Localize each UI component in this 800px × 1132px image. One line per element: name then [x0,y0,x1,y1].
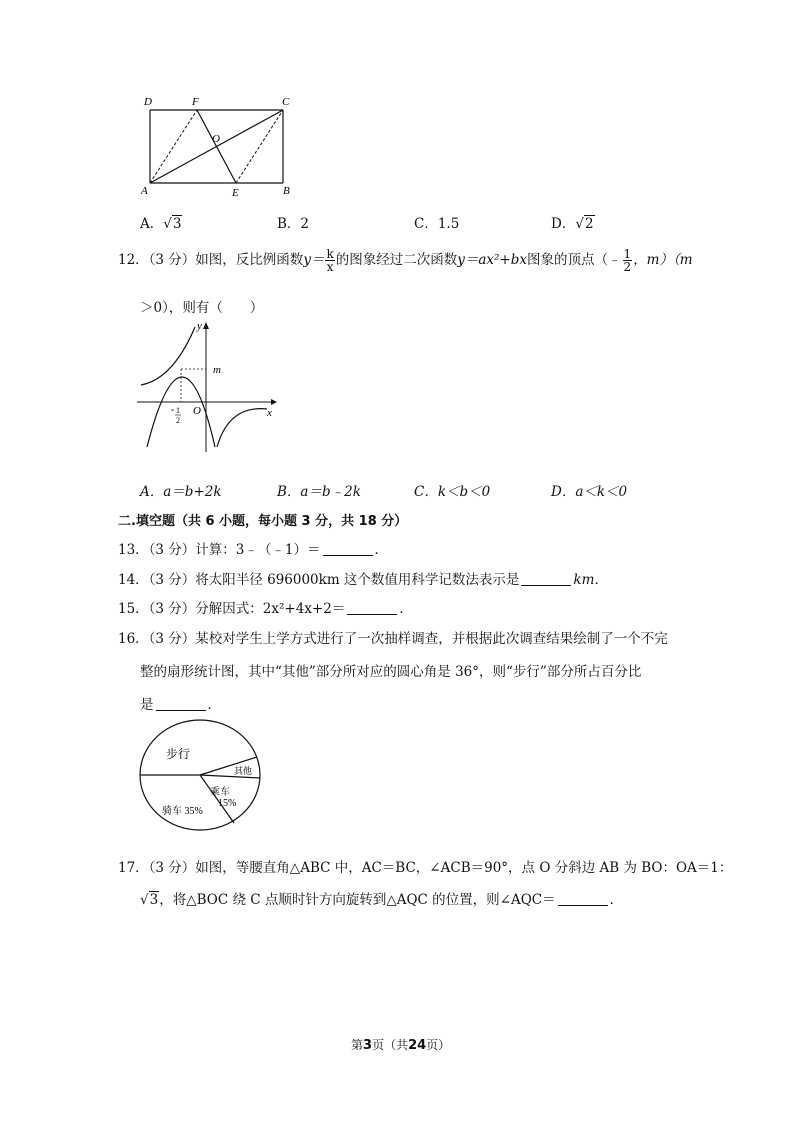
q16-line3: 是 ． [140,697,221,713]
pie-label-walk: 步行 [166,747,191,761]
axis-label-x: x [267,407,272,419]
q11-option-a: A．√3 [140,216,182,232]
pie-label-other: 其他 [234,766,253,776]
q11-option-c: C．1.5 [414,216,460,232]
page-footer: 第3页（共24页） [351,1038,451,1053]
label-c: C [282,96,290,108]
q11-option-d: D．√2 [551,216,594,232]
q16-line1: 16．（3 分）某校对学生上学方式进行了一次抽样调查，并根据此次调查结果绘制了一个不完 [118,631,668,647]
sqrt-symbol: √3 [140,892,159,908]
pie-label-bus: 乘车 [210,787,230,798]
rectangle-figure [138,92,308,202]
q12-line2: ＞0），则有（ ） [140,300,264,316]
label-b: B [283,185,290,197]
label-a: A [141,185,148,197]
section-heading: 二.填空题（共 6 小题，每小题 3 分，共 18 分） [118,514,408,529]
q11-option-b: B．2 [277,216,310,232]
function-graph-figure [133,317,283,457]
label-half-den: 2 [176,416,180,425]
q16-line2: 整的扇形统计图，其中“其他”部分所对应的圆心角是 36°，则“步行”部分所占百分比 [140,664,642,680]
label-o: O [212,133,220,145]
sqrt-symbol: √3 [163,216,182,232]
label-f: F [192,96,199,108]
label-half-num: 1 [176,406,180,415]
label-origin: O [193,405,201,417]
answer-blank [323,543,373,556]
q12-option-a: A．a＝b+2k [140,484,222,500]
q12-option-b: B．a＝b﹣2k [277,484,361,500]
q17-line2: √3，将△BOC 绕 C 点顺时针方向旋转到△AQC 的位置，则∠AQC＝ ． [140,892,624,908]
q15-text: 15．（3 分）分解因式：2x²+4x+2＝ ． [118,601,413,617]
q14-text: 14．（3 分）将太阳半径 696000km 这个数值用科学记数法表示是 km． [118,572,608,588]
q13-text: 13．（3 分）计算：3﹣（﹣1）＝ ． [118,542,388,558]
pie-chart-figure [136,716,268,834]
answer-blank [347,602,397,615]
q12-option-d: D．a＜k＜0 [551,484,628,500]
q17-line1: 17．（3 分）如图，等腰直角△ABC 中，AC＝BC，∠ACB＝90°，点 O 分斜边 AB 为 BO：OA＝1： [118,860,733,876]
sqrt-symbol: √2 [575,216,594,232]
pie-label-bike: 骑车 35% [162,806,203,817]
axis-label-y: y [197,320,202,332]
fraction-half: $\frac{1}{2}$ [623,247,632,274]
answer-blank [558,893,608,906]
pie-label-bus-pct: 15% [218,798,237,809]
answer-blank [521,573,571,586]
fraction-k-over-x: $\frac{k}{x}$ [326,247,334,274]
label-m: m [213,364,221,376]
label-d: D [144,96,152,108]
label-e: E [232,187,239,199]
answer-blank [156,698,206,711]
q12-line1: 12．（3 分）如图，反比例函数y＝ $\frac{k}{x}$ 的图象经过二次函数y＝ax²+bx图象的顶点（﹣ $\frac{1}{2}$ ，m）（m [118,247,693,274]
q12-option-c: C．k＜b＜0 [414,484,491,500]
